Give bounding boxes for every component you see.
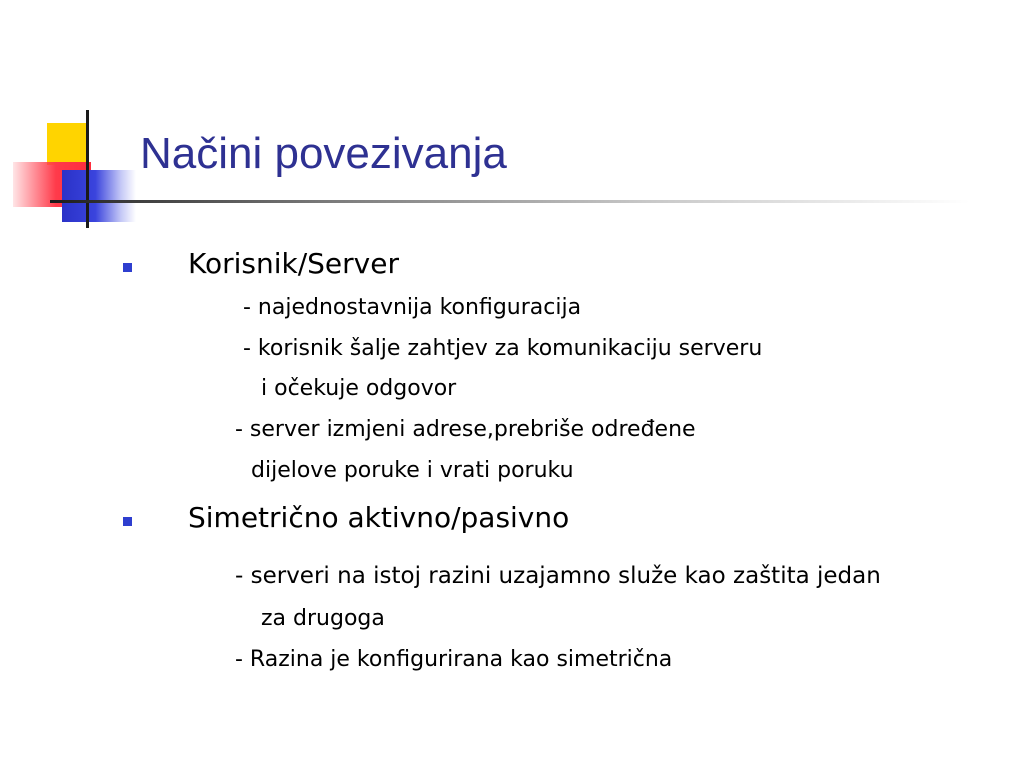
section-1-line-1: - najednostavnija konfiguracija [243, 295, 582, 320]
bullet-square-icon [123, 517, 132, 526]
section-1-line-4: - server izmjeni adrese,prebriše određene [235, 417, 696, 442]
section-2-line-2: za drugoga [261, 606, 385, 631]
section-heading-simetricno: Simetrično aktivno/pasivno [188, 501, 570, 534]
section-heading-korisnik-server: Korisnik/Server [188, 247, 399, 280]
section-1-line-5: dijelove poruke i vrati poruku [251, 458, 574, 483]
section-1-line-3: i očekuje odgovor [261, 376, 457, 401]
bullet-square-icon [123, 263, 132, 272]
section-1-line-2: - korisnik šalje zahtjev za komunikaciju serveru [243, 336, 763, 361]
section-2-line-1: - serveri na istoj razini uzajamno služe kao zaštita jedan [235, 563, 881, 589]
section-2-line-3: - Razina je konfigurirana kao simetrična [235, 647, 673, 672]
slide-title: Načini povezivanja [140, 129, 507, 178]
